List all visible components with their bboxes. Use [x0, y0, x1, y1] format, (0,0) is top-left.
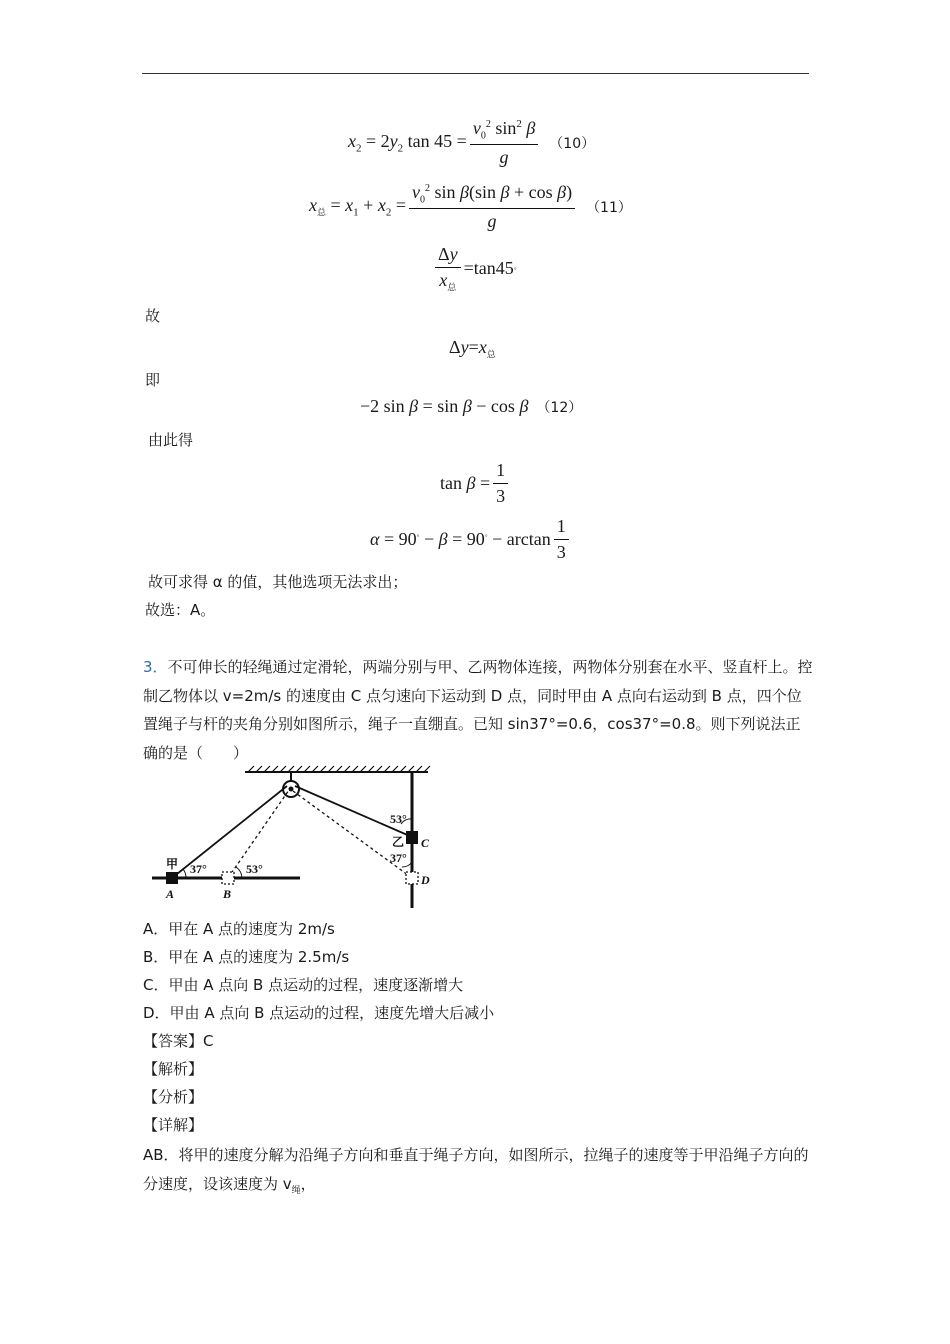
pulley-diagram — [150, 764, 440, 912]
arctan-label: arctan — [506, 528, 551, 549]
xiangjie-line: 【详解】 — [143, 1116, 204, 1134]
equation-tan45: $\frac{\Delta y}{x_总}$ =tan45 ◦ — [432, 244, 517, 294]
jiexi-line: 【解析】 — [143, 1060, 204, 1078]
angle-D-label: 37° — [390, 851, 407, 865]
choice-line: 故选：A。 — [145, 601, 216, 619]
block-C — [406, 831, 418, 844]
header-rule — [142, 73, 809, 74]
angle-B-label: 53° — [246, 862, 263, 876]
word-gu: 故 — [145, 307, 161, 325]
option-C: C．甲由 A 点向 B 点运动的过程，速度逐渐增大 — [143, 976, 464, 994]
label-C: C — [421, 836, 430, 850]
ab-explanation — [143, 1141, 813, 1205]
equation-tan-beta: tan β = $\frac{1}{3}$ — [440, 460, 511, 506]
angle-A-label: 37° — [190, 862, 207, 876]
equation-10: $x_2 = 2y_2$ tan 45 = $\frac{v_0^2 \sin^2 \beta}{g}$ （10） — [348, 118, 596, 168]
label-B: B — [223, 887, 232, 901]
option-D: D．甲由 A 点向 B 点运动的过程，速度先增大后减小 — [143, 1004, 495, 1022]
answer-line: 【答案】C — [143, 1032, 214, 1050]
conclusion-line: 故可求得 α 的值，其他选项无法求出； — [148, 573, 408, 591]
question-number: 3． — [143, 658, 168, 676]
equation-alpha: α = 90◦ − β = 90◦ − arctan $\frac{1}{3}$ — [370, 516, 572, 562]
label-jia: 甲 — [166, 857, 179, 871]
equation-12: −2 sin β = sin β − cos β （12） — [360, 396, 583, 416]
equation-12-tag: （12） — [536, 399, 583, 416]
label-D: D — [421, 873, 430, 887]
label-A: A — [166, 887, 175, 901]
fenxi-line: 【分析】 — [143, 1088, 204, 1106]
sub-zong: 总 — [317, 208, 327, 219]
question-text: 不可伸长的轻绳通过定滑轮，两端分别与甲、乙两物体连接，两物体分别套在水平、竖直杆上。控制乙物体以 v=2m/s 的速度由 C 点匀速向下运动到 D 点，同时甲由 A 点向右运动到 B 点，四个位置绳子与杆的夹角分别如图所示，绳子一直绷直。已知 sin37°=0.6，cos37°=0.8。则下列说法正确的是（ ） — [143, 658, 813, 762]
tan45-rhs: =tan45 — [463, 258, 514, 279]
ab-end: ， — [300, 1174, 316, 1193]
equation-dy-x: $\Delta y=x_总$ — [449, 337, 496, 361]
word-youcide: 由此得 — [148, 431, 194, 449]
word-ji: 即 — [145, 371, 161, 389]
option-A: A．甲在 A 点的速度为 2m/s — [143, 920, 335, 938]
block-D — [406, 872, 418, 884]
option-B: B．甲在 A 点的速度为 2.5m/s — [143, 948, 350, 966]
ab-text: AB．将甲的速度分解为沿绳子方向和垂直于绳子方向，如图所示，拉绳子的速度等于甲沿绳子方向的分速度，设该速度为 v — [143, 1146, 809, 1193]
angle-C-label: 53° — [390, 812, 407, 826]
equation-10-tag: （10） — [549, 135, 596, 152]
question-3 — [143, 653, 813, 767]
equation-11-tag: （11） — [586, 199, 632, 216]
block-A — [166, 872, 178, 884]
ab-sub: 绳 — [291, 1185, 301, 1196]
equation-11: $x_总 = x_1 + x_2$ = $\frac{v_0^2 \sin \beta(\sin \beta + \cos \beta)}{g}$ （11） — [309, 182, 632, 232]
block-B — [222, 872, 234, 884]
label-yi: 乙 — [392, 835, 405, 849]
